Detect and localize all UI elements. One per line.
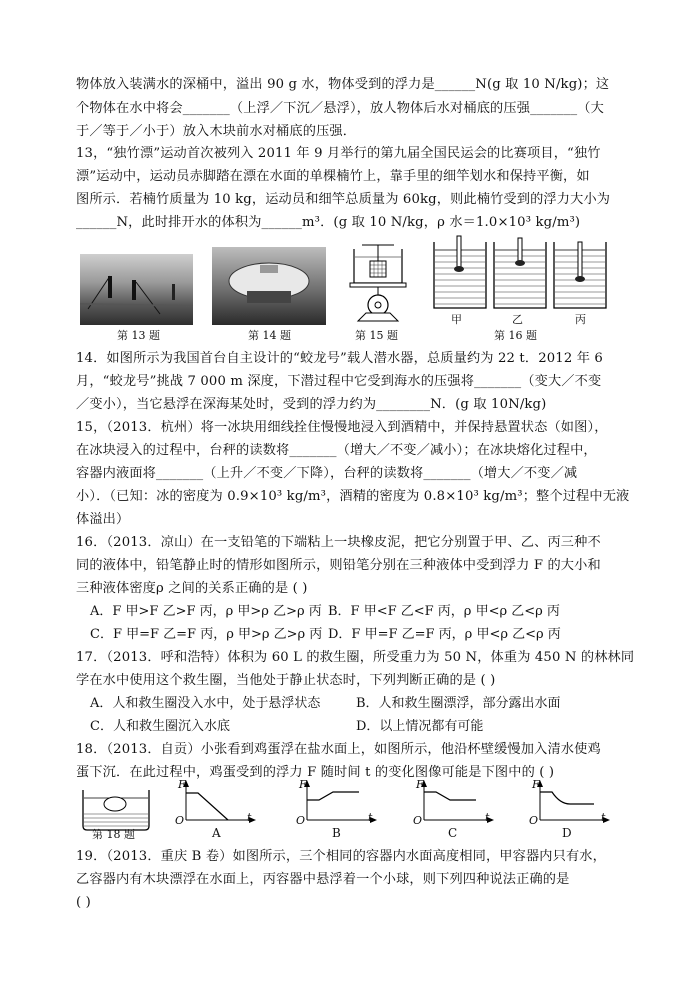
question-15: 15，（2013．杭州）将一冰块用细线拴住慢慢地浸入到酒精中，并保持悬置状态（如图）， (76, 420, 608, 435)
q16-option-d: D．F 甲=F 乙=F 丙，ρ 甲<ρ 乙<ρ 丙 (328, 627, 561, 642)
axis-label-t: t (601, 811, 606, 824)
text-line: 漂”运动中，运动员赤脚踏在漂在水面的单棵楠竹上，靠手里的细竿划水和保持平衡，如 (76, 169, 590, 184)
text-line: 于／等于／小于）放入木块前水对桶底的压强． (76, 124, 357, 139)
question-18: 18．（2013．自贡）小张看到鸡蛋浮在盐水面上，如图所示，他沿杯壁缓慢加入清水使鸡 (76, 742, 601, 757)
question-17: 17．（2013．呼和浩特）体积为 60 L 的救生圈，所受重力为 50 N，体重为 450 N 的林林同 (76, 650, 635, 665)
caption-q18: 第 18 题 (92, 828, 135, 841)
container-jia (434, 236, 486, 308)
photo-14-hull (212, 247, 326, 325)
axis-label-f: F (416, 778, 424, 791)
container-yi (494, 238, 546, 308)
axis-label-t: t (247, 811, 252, 824)
axis-label-f: F (178, 778, 186, 791)
q17-option-c: C．人和救生圈沉入水底 (90, 719, 230, 734)
label-yi: 乙 (512, 313, 523, 326)
caption-q15: 第 15 题 (355, 329, 398, 342)
text-line: 乙容器内有木块漂浮在水面上，丙容器中悬浮着一个小球，则下列四种说法正确的是 (76, 872, 570, 887)
label-bing: 丙 (575, 313, 586, 326)
question-16: 16．（2013．凉山）在一支铅笔的下端粘上一块橡皮泥，把它分别置于甲、乙、丙三种不 (76, 535, 601, 550)
answer-bracket: ( ) (76, 895, 91, 910)
q17-option-a: A．人和救生圈没入水中，处于悬浮状态 (90, 696, 321, 711)
axis-label-o: O (175, 814, 185, 827)
text-line: 同的液体中，铅笔静止时的情形如图所示，则铅笔分别在三种液体中受到浮力 F 的大小和 (76, 558, 601, 573)
graph-label-b: B (332, 826, 341, 840)
axis-label-o: O (413, 814, 423, 827)
graph-label-d: D (562, 826, 572, 840)
q17-option-b: B．人和救生圈漂浮，部分露出水面 (356, 696, 561, 711)
photo-13-figures (80, 254, 193, 325)
q16-option-a: A．F 甲>F 乙>F 丙，ρ 甲>ρ 乙>ρ 丙 (90, 604, 322, 619)
caption-q14: 第 14 题 (248, 329, 291, 342)
axis-label-f: F (532, 778, 540, 791)
caption-q16: 第 16 题 (494, 329, 537, 342)
text-line: 图所示．若楠竹质量为 10 kg，运动员和细竿总质量为 60kg，则此楠竹受到的浮力大小为 (76, 192, 611, 207)
text-line: ______N，此时排开水的体积为______m³．(g 取 10 N/kg，ρ 水＝1.0×10³ kg/m³) (76, 215, 581, 230)
axis-label-t: t (485, 811, 490, 824)
photo-14-submarine (212, 247, 326, 325)
text-line: 个物体在水中将会_______（上浮／下沉／悬浮），放人物体后水对桶底的压强_______（大 (76, 101, 604, 116)
graph-label-a: A (212, 826, 221, 840)
figure-15-scale (346, 243, 408, 325)
text-line: 容器内液面将_______（上升／不变／下降），台秤的读数将_______（增大／不变／减 (76, 466, 578, 481)
text-line: ／变小），当它悬浮在深海某处时，受到的浮力约为________N．(g 取 10N/kg) (76, 397, 547, 412)
graph-c (414, 782, 494, 824)
text-line: 三种液体密度ρ 之间的关系正确的是 ( ) (76, 581, 308, 596)
text-line: 月，“蛟龙号”挑战 7 000 m 深度，下潜过程中它受到海水的压强将_______（变大／不变 (76, 374, 602, 389)
text-line: 学在水中使用这个救生圈，当他处于静止状态时，下列判断正确的是 ( ) (76, 673, 496, 688)
caption-q13: 第 13 题 (117, 329, 160, 342)
question-14: 14．如图所示为我国首台自主设计的“蛟龙号”载人潜水器，总质量约为 22 t．2012 年 6 (76, 351, 603, 366)
question-19: 19．（2013．重庆 B 卷）如图所示，三个相同的容器内水面高度相同，甲容器内只有水， (76, 849, 606, 864)
question-13: 13，“独竹漂”运动首次被列入 2011 年 9 月举行的第九届全国民运会的比赛项目，“独竹 (76, 146, 601, 161)
text-line: 物体放入装满水的深桶中，溢出 90 g 水，物体受到的浮力是______N(g 取 10 N/kg)；这 (76, 77, 610, 92)
q16-option-c: C．F 甲=F 乙=F 丙，ρ 甲>ρ 乙>ρ 丙 (90, 627, 323, 642)
axis-label-t: t (368, 811, 373, 824)
axis-label-o: O (296, 814, 306, 827)
photo-13-bamboo-rafting (80, 254, 193, 325)
q16-option-b: B．F 甲<F 乙<F 丙，ρ 甲<ρ 乙<ρ 丙 (328, 604, 560, 619)
label-jia: 甲 (451, 313, 462, 326)
axis-label-o: O (529, 814, 539, 827)
graph-b (297, 782, 377, 824)
text-line: 小）．（已知：冰的密度为 0.9×10³ kg/m³，酒精的密度为 0.8×10³ kg/m³；整个过程中无液 (76, 489, 630, 504)
text-line: 在冰块浸入的过程中，台秤的读数将_______（增大／不变／减小）；在冰块熔化过程中， (76, 443, 597, 458)
graph-d (530, 782, 610, 824)
graph-label-c: C (448, 826, 458, 840)
text-line: 体溢出） (76, 512, 130, 527)
text-line: 蛋下沉．在此过程中，鸡蛋受到的浮力 F 随时间 t 的变化图像可能是下图中的 ( ) (76, 765, 555, 780)
axis-label-f: F (299, 778, 307, 791)
q17-option-d: D．以上情况都有可能 (356, 719, 484, 734)
graph-a (176, 782, 256, 824)
container-bing (554, 242, 606, 308)
